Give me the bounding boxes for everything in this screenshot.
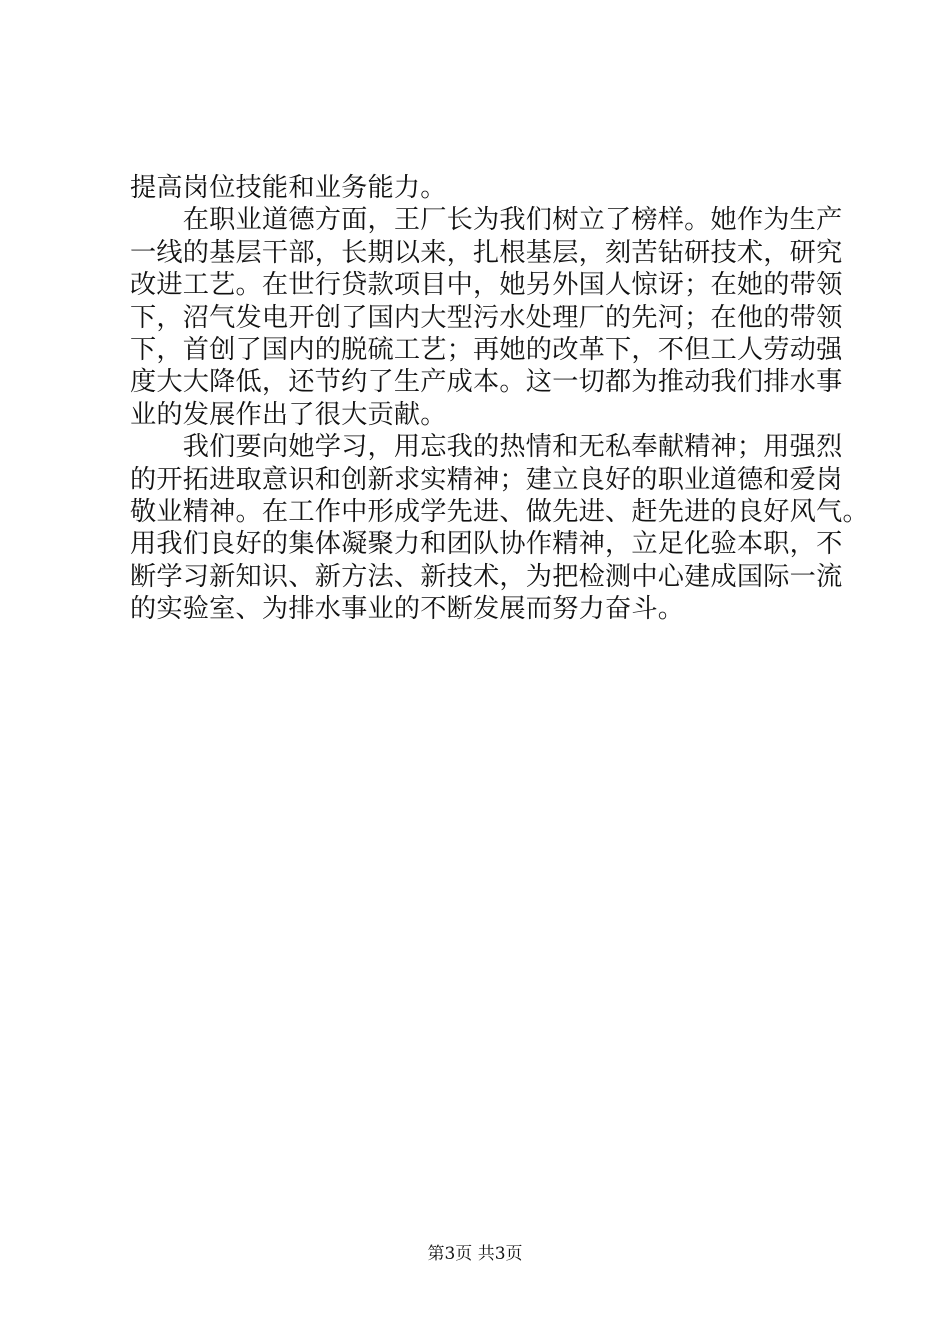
text-line: 下，首创了国内的脱硫工艺；再她的改革下，不但工人劳动强 [130, 334, 843, 365]
text-line: 我们要向她学习，用忘我的热情和无私奉献精神；用强烈 [130, 432, 843, 463]
text-line: 用我们良好的集体凝聚力和团队协作精神，立足化验本职，不 [130, 529, 843, 560]
text-line: 敬业精神。在工作中形成学先进、做先进、赶先进的良好风气。 [130, 496, 869, 527]
text-line: 的实验室、为排水事业的不断发展而努力奋斗。 [130, 594, 685, 625]
text-line: 业的发展作出了很大贡献。 [130, 399, 447, 430]
text-line: 断学习新知识、新方法、新技术，为把检测中心建成国际一流 [130, 561, 843, 592]
text-line: 下，沼气发电开创了国内大型污水处理厂的先河；在他的带领 [130, 302, 843, 333]
text-line: 一线的基层干部，长期以来，扎根基层，刻苦钻研技术，研究 [130, 237, 843, 268]
text-line: 的开拓进取意识和创新求实精神；建立良好的职业道德和爱岗 [130, 464, 843, 495]
body-text [130, 172, 869, 625]
text-line: 改进工艺。在世行贷款项目中，她另外国人惊讶；在她的带领 [130, 270, 843, 301]
text-line: 度大大降低，还节约了生产成本。这一切都为推动我们排水事 [130, 367, 843, 398]
text-line: 在职业道德方面，王厂长为我们树立了榜样。她作为生产 [130, 205, 843, 236]
page-number-footer: 第3页 共3页 [427, 1244, 523, 1264]
text-line: 提高岗位技能和业务能力。 [130, 173, 447, 203]
